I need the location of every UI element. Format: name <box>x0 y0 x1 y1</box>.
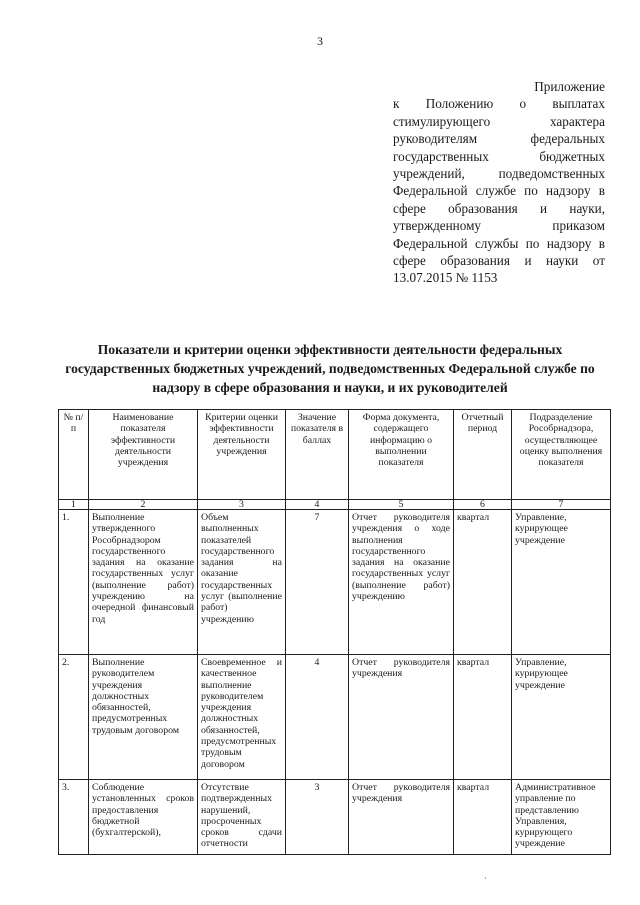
indicator-period: квартал <box>454 655 512 780</box>
column-number-row <box>59 500 611 510</box>
indicator-name: Соблюдение установленных сроков предоставления бюджетной (бухгалтерской), <box>89 780 198 855</box>
indicator-form: Отчет руководителя учреждения <box>349 655 454 780</box>
indicator-period: квартал <box>454 780 512 855</box>
indicator-criteria: Своевременное и качественное выполнение руководителем учреждения должностных обязанностей, предусмотренных трудовым договором <box>198 655 286 780</box>
indicator-name: Выполнение руководителем учреждения должностных обязанностей, предусмотренных трудовым договором <box>89 655 198 780</box>
column-number: 4 <box>286 500 349 510</box>
appendix-text: к Положению о выплатах стимулирующего характера руководителям федеральных государственных бюджетных учреждений, подведомственных Федеральной службе по надзору в сфере образования и науки, утвержденному приказом Федеральной службы по надзору в сфере образования и науки от 13.07.2015 № 1153 <box>393 96 605 286</box>
header-num: № п/п <box>59 410 89 500</box>
column-number: 2 <box>89 500 198 510</box>
table-row <box>59 655 611 780</box>
header-criteria: Критерии оценки эффективности деятельности учреждения <box>198 410 286 500</box>
indicators-table <box>58 409 611 855</box>
row-number: 1. <box>59 510 89 655</box>
column-number: 7 <box>512 500 611 510</box>
document-title: Показатели и критерии оценки эффективности деятельности федеральных государственных бюджетных учреждений, подведомственных Федеральной службе по надзору в сфере образования и науки, и их руководителей <box>65 342 595 395</box>
indicator-points: 7 <box>286 510 349 655</box>
header-division: Подразделение Рособрнадзора, осуществляющее оценку выполнения показателя <box>512 410 611 500</box>
indicator-points: 4 <box>286 655 349 780</box>
table-header-row <box>59 410 611 500</box>
appendix-title: Приложение <box>534 79 605 94</box>
column-number: 1 <box>59 500 89 510</box>
page-number: 3 <box>317 34 323 48</box>
indicator-form: Отчет руководителя учреждения <box>349 780 454 855</box>
indicator-period: квартал <box>454 510 512 655</box>
table-row <box>59 780 611 855</box>
indicator-division: Управление, курирующее учреждение <box>512 655 611 780</box>
header-name: Наименование показателя эффективности деятельности учреждения <box>89 410 198 500</box>
indicator-division: Административное управление по представлению Управления, курирующего учреждение <box>512 780 611 855</box>
header-period: Отчетный период <box>454 410 512 500</box>
appendix-block <box>393 78 605 287</box>
indicator-criteria: Отсутствие подтвержденных нарушений, просроченных сроков сдачи отчетности <box>198 780 286 855</box>
indicator-division: Управление, курирующее учреждение <box>512 510 611 655</box>
header-form: Форма документа, содержащего информацию о выполнении показателя <box>349 410 454 500</box>
row-number: 3. <box>59 780 89 855</box>
scan-mark: · <box>484 874 487 883</box>
indicator-points: 3 <box>286 780 349 855</box>
column-number: 5 <box>349 500 454 510</box>
column-number: 3 <box>198 500 286 510</box>
column-number: 6 <box>454 500 512 510</box>
indicator-name: Выполнение утвержденного Рособрнадзором государственного задания на оказание государственных услуг (выполнение работ) учреждению на очередной финансовый год <box>89 510 198 655</box>
table-row <box>59 510 611 655</box>
header-points: Значение показателя в баллах <box>286 410 349 500</box>
indicator-criteria: Объем выполненных показателей государственного задания на оказание государственных услуг (выполнение работ) учреждению <box>198 510 286 655</box>
indicator-form: Отчет руководителя учреждения о ходе выполнения государственного задания на оказание государственных услуг (выполнение работ) учреждению <box>349 510 454 655</box>
row-number: 2. <box>59 655 89 780</box>
